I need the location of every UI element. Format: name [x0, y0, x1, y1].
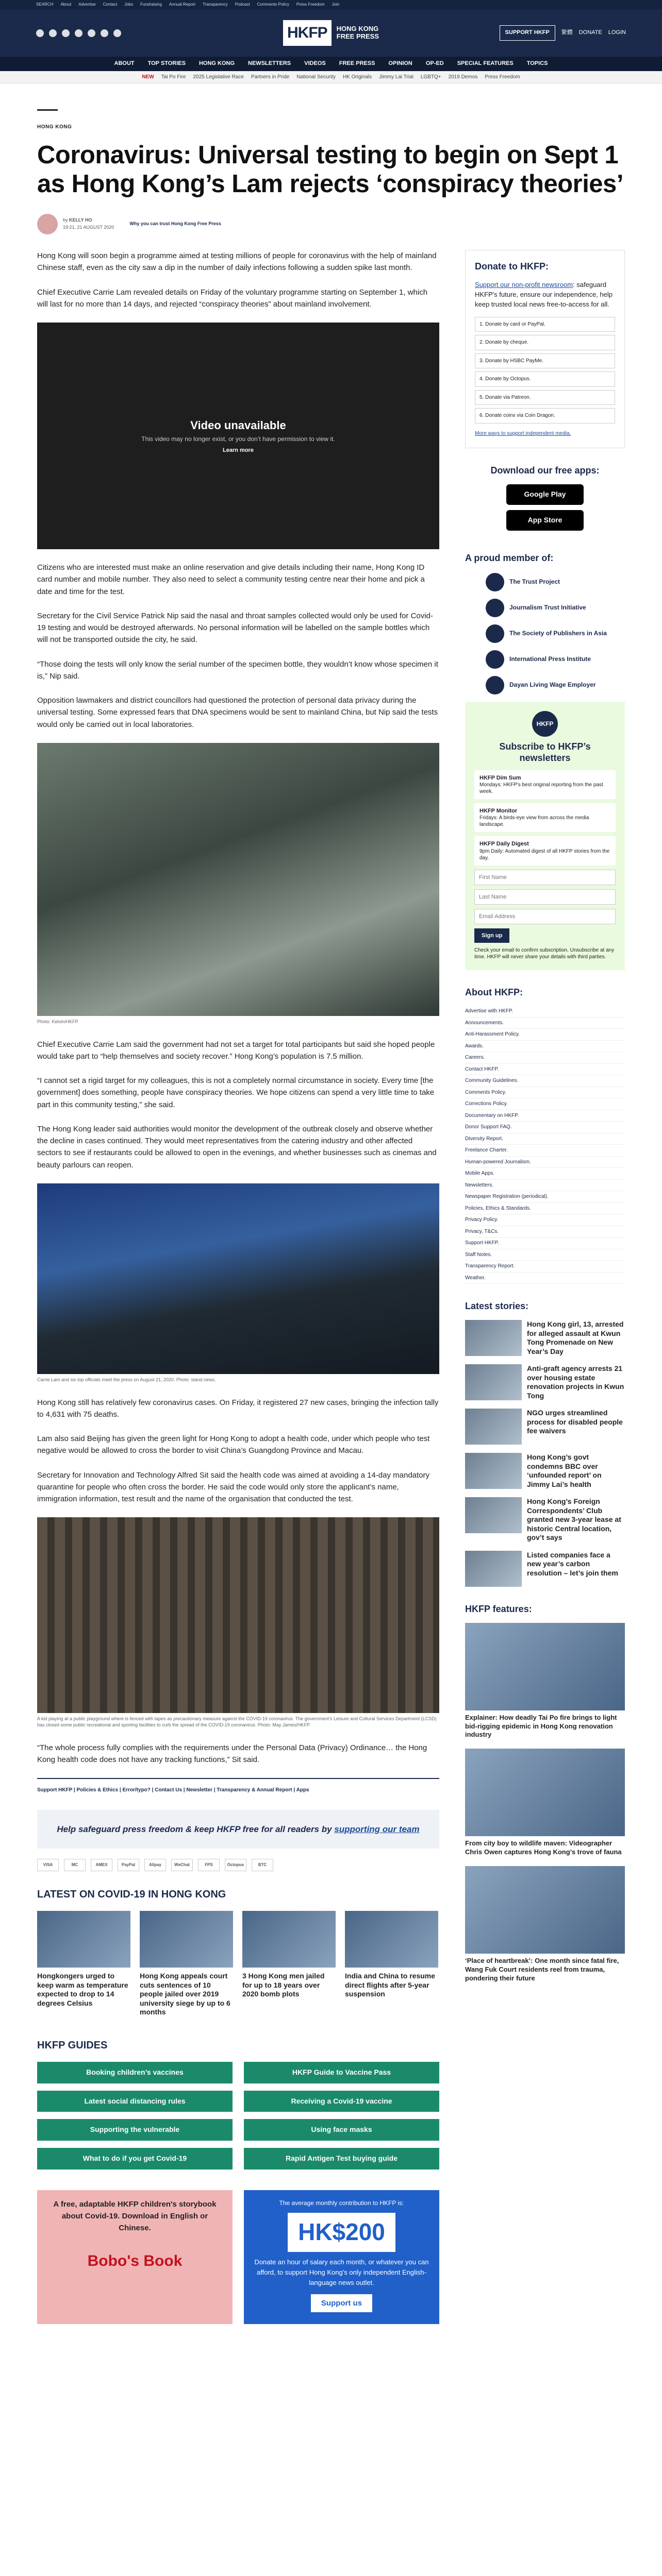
- about-list: [465, 1006, 625, 1284]
- main-nav-item[interactable]: FREE PRESS: [339, 60, 375, 67]
- main-nav-item[interactable]: OPINION: [388, 60, 412, 67]
- member-logo[interactable]: [486, 599, 625, 617]
- donate-option[interactable]: 1. Donate by card or PayPal.: [475, 317, 615, 332]
- payment-logo: AMEX: [91, 1859, 112, 1871]
- paragraph: Lam also said Beijing has given the green light for Hong Kong to adopt a health code, under which people who test negative would be allowed to cross the border to visit China’s Guangdong Province and Macau.: [37, 1434, 430, 1455]
- about-link[interactable]: Advertise with HKFP.: [465, 1006, 625, 1018]
- topbar-link[interactable]: Join: [332, 2, 340, 7]
- about-link[interactable]: Policies, Ethics & Standards.: [465, 1203, 625, 1215]
- latest-covid-title[interactable]: 3 Hong Kong men jailed for up to 18 years over 2020 bomb plots: [242, 1972, 325, 1998]
- topbar-link[interactable]: Fundraising: [140, 2, 162, 7]
- latest-stories-heading: Latest stories:: [465, 1301, 529, 1312]
- main-nav-item[interactable]: TOP STORIES: [147, 60, 186, 67]
- donate-heading: Donate to HKFP:: [475, 261, 549, 272]
- guide-button[interactable]: Latest social distancing rules: [37, 2091, 233, 2112]
- sub-nav-item[interactable]: LGBTQ+: [420, 74, 441, 80]
- photo-caption: A kid playing at a public playground where is fenced with tapes as precautionary measure against the COVID-19 coronavirus. The government’s Leisure and Cultural Services Department (LCSD) has closed some public recreational and sporting facilities to curb the spread of the COVID-19 coronavirus. Photo: May James/HKFP.: [37, 1716, 437, 1727]
- sidebar: [465, 250, 625, 2324]
- first-name-field[interactable]: [474, 870, 616, 885]
- latest-story[interactable]: [465, 1551, 625, 1587]
- section-tag[interactable]: HONG KONG: [37, 109, 58, 131]
- masthead: [0, 9, 662, 57]
- feature-item[interactable]: [465, 1623, 625, 1740]
- payment-logo: VISA: [37, 1859, 59, 1871]
- story-thumbnail: [465, 1497, 522, 1533]
- about-link[interactable]: Announcements.: [465, 1018, 625, 1029]
- payment-logo: PayPal: [118, 1859, 139, 1871]
- member-heading: A proud member of:: [465, 552, 554, 563]
- member-logo[interactable]: [486, 676, 625, 694]
- payment-logo: BTC: [252, 1859, 273, 1871]
- latest-thumbnail: [345, 1911, 438, 1968]
- author-avatar: [37, 214, 58, 234]
- latest-story[interactable]: [465, 1497, 625, 1543]
- sub-nav-item[interactable]: HK Originals: [342, 74, 372, 80]
- member-logo-icon: [486, 650, 504, 669]
- site-logo[interactable]: [283, 20, 379, 46]
- paragraph: “The whole process fully complies with the requirements under the Personal Data (Privacy) Ordinance… the Hong Kong health code does not have any tracking functions,” Sit said.: [37, 1743, 427, 1764]
- donate-option[interactable]: 6. Donate coins via Coin Dragon.: [475, 408, 615, 423]
- about-link[interactable]: Privacy Policy.: [465, 1214, 625, 1226]
- email-field[interactable]: [474, 909, 616, 924]
- guide-button[interactable]: Booking children’s vaccines: [37, 2062, 233, 2083]
- about-link[interactable]: Human-powered Journalism.: [465, 1157, 625, 1168]
- latest-covid-item[interactable]: [140, 1911, 233, 2017]
- story-title[interactable]: NGO urges streamlined process for disabled people fee waivers: [527, 1409, 623, 1435]
- last-name-field[interactable]: [474, 889, 616, 905]
- feature-thumbnail: [465, 1623, 625, 1710]
- guide-button[interactable]: What to do if you get Covid-19: [37, 2148, 233, 2170]
- payment-logo: Octopus: [225, 1859, 246, 1871]
- topbar-link[interactable]: Podcast: [235, 2, 250, 7]
- article-photo: [37, 743, 439, 1016]
- paragraph: Secretary for the Civil Service Patrick Nip said the nasal and throat samples collected would only be used for Covid-19 testing and would be destroyed afterwards. No personal information will be labelled on the sample bottles which will not be transported outside the city, he said.: [37, 611, 433, 645]
- donation-promo[interactable]: The average monthly contribution to HKFP is: HK$200 Donate an hour of salary each month, or whatever you can afford, to support Hong Kong's only independent English-language news outlet. Support us: [244, 2190, 439, 2324]
- newsletter-option-desc: Fridays: A birds-eye view from across the media landscape.: [479, 815, 589, 828]
- main-nav-item[interactable]: TOPICS: [526, 60, 548, 67]
- story-thumbnail: [465, 1453, 522, 1489]
- logo-text: HONG KONG FREE PRESS: [336, 25, 379, 40]
- topbar-link[interactable]: Transparency: [203, 2, 228, 7]
- donate-option[interactable]: 5. Donate via Patreon.: [475, 390, 615, 405]
- story-title[interactable]: Hong Kong girl, 13, arrested for alleged assault at Kwun Tong Promenade on New Year’s Day: [527, 1320, 624, 1355]
- app-store-button[interactable]: App Store: [506, 510, 584, 531]
- newsletter-option[interactable]: [474, 770, 616, 799]
- paragraph: “I cannot set a rigid target for my colleagues, this is not a completely normal circumstance in society. Every time [the government] does something, people have conspiracy theories. We hope citizens can spend a very little time to take part in this community testing,” she said.: [37, 1076, 435, 1109]
- member-logo[interactable]: [486, 624, 625, 643]
- topbar-link[interactable]: Press Freedom: [296, 2, 325, 7]
- storybook-promo[interactable]: A free, adaptable HKFP children's storybook about Covid-19. Download in English or Chinese. Bobo's Book: [37, 2190, 233, 2324]
- about-link[interactable]: Staff Notes.: [465, 1249, 625, 1261]
- google-play-button[interactable]: Google Play: [506, 484, 584, 505]
- support-banner: Help safeguard press freedom & keep HKFP free for all readers by supporting our team: [37, 1810, 439, 1849]
- about-link[interactable]: Newsletters.: [465, 1180, 625, 1192]
- sub-nav-item[interactable]: Tai Po Fire: [161, 74, 186, 80]
- latest-story[interactable]: [465, 1409, 625, 1445]
- donate-link[interactable]: DONATE: [578, 29, 602, 36]
- threads-icon[interactable]: [113, 29, 121, 37]
- main-nav-item[interactable]: VIDEOS: [304, 60, 326, 67]
- latest-covid-title[interactable]: Hong Kong appeals court cuts sentences of 10 people jailed over 2019 university siege by up to 6 months: [140, 1972, 230, 2016]
- payment-logo: MC: [64, 1859, 86, 1871]
- latest-covid-item[interactable]: [242, 1911, 336, 2017]
- story-thumbnail: [465, 1364, 522, 1400]
- about-link[interactable]: Community Guidelines.: [465, 1075, 625, 1087]
- latest-thumbnail: [140, 1911, 233, 1968]
- feature-title[interactable]: From city boy to wildlife maven: Videographer Chris Owen captures Hong Kong’s trove of fauna: [465, 1839, 622, 1856]
- latest-thumbnail: [37, 1911, 130, 1968]
- member-logo-icon: [486, 599, 504, 617]
- about-link[interactable]: Awards.: [465, 1041, 625, 1053]
- latest-covid-grid: [37, 1911, 439, 2017]
- features-heading: HKFP features:: [465, 1603, 532, 1614]
- latest-story[interactable]: [465, 1320, 625, 1356]
- member-name: International Press Institute: [509, 655, 591, 663]
- newsletter-logo: HKFP: [532, 711, 558, 737]
- main-nav-item[interactable]: ABOUT: [114, 60, 135, 67]
- about-link[interactable]: Support HKFP.: [465, 1238, 625, 1249]
- story-thumbnail: [465, 1409, 522, 1445]
- video-embed[interactable]: [37, 323, 439, 549]
- story-thumbnail: [465, 1320, 522, 1356]
- main-nav: [0, 57, 662, 71]
- story-thumbnail: [465, 1551, 522, 1587]
- main-nav-item[interactable]: NEWSLETTERS: [248, 60, 291, 67]
- payment-logo: Alipay: [144, 1859, 166, 1871]
- newsletter-option-title: HKFP Dim Sum: [479, 774, 521, 781]
- sign-up-button[interactable]: Sign up: [474, 928, 509, 943]
- topbar-link[interactable]: Advertise: [78, 2, 96, 7]
- social-icons: [36, 29, 201, 37]
- member-logo[interactable]: [486, 650, 625, 669]
- member-logo-icon: [486, 624, 504, 643]
- paragraph: Chief Executive Carrie Lam revealed details on Friday of the voluntary programme starting on September 1, which will last for no more than 14 days, and rejected “conspiracy theories” about mainland involvement.: [37, 287, 428, 309]
- publish-date: 19:21, 21 AUGUST 2020: [63, 225, 114, 230]
- support-us-button[interactable]: Support us: [311, 2294, 372, 2312]
- topbar-link[interactable]: SEARCH: [36, 2, 54, 7]
- donate-option[interactable]: 4. Donate by Octopus.: [475, 371, 615, 387]
- latest-covid-item[interactable]: [345, 1911, 438, 2017]
- main-nav-item[interactable]: HONG KONG: [198, 60, 235, 67]
- paragraph: Citizens who are interested must make an online reservation and give details including their name, Hong Kong ID card number and mobile number. They also need to select a community testing centre near their home and pick a date and time for the test.: [37, 563, 425, 596]
- linkedin-icon[interactable]: [88, 29, 95, 37]
- payment-logo: FPS: [198, 1859, 220, 1871]
- paragraph: Secretary for Innovation and Technology Alfred Sit said the health code was aimed at avoiding a 14-day mandatory quarantine for people who often cross the border. He said the code would only store the applicant’s name, immigration information, test result and the name of the organisation that conducted the test.: [37, 1470, 430, 1504]
- apps-heading: Download our free apps:: [490, 465, 600, 476]
- top-utility-bar: [0, 0, 662, 9]
- support-team-link[interactable]: supporting our team: [334, 1824, 420, 1834]
- promo-row: [37, 2190, 439, 2324]
- latest-covid-heading: LATEST ON COVID-19 IN HONG KONG: [37, 1889, 226, 1901]
- feature-thumbnail: [465, 1866, 625, 1954]
- about-link[interactable]: Weather.: [465, 1273, 625, 1284]
- about-link[interactable]: Freelance Charter.: [465, 1145, 625, 1157]
- byline: by KELLY HO 19:21, 21 AUGUST 2020 Why you can trust Hong Kong Free Press: [37, 214, 625, 234]
- newsletter-option-title: HKFP Daily Digest: [479, 841, 529, 848]
- paragraph: Chief Executive Carrie Lam said the government had not set a target for total participants but said she hoped people would take part to “help themselves and society recover.” Hong Kong’s population is 7.5 million.: [37, 1040, 435, 1061]
- new-badge: NEW: [142, 74, 154, 80]
- payment-logo: WeChat: [171, 1859, 193, 1871]
- story-title[interactable]: Listed companies face a new year’s carbon resolution – let’s join them: [527, 1550, 618, 1577]
- more-ways-link[interactable]: More ways to support independent media.: [475, 430, 571, 436]
- trust-link[interactable]: Why you can trust Hong Kong Free Press: [129, 221, 221, 227]
- paragraph: “Those doing the tests will only know the serial number of the specimen bottle, they wouldn’t know whose specimen it is,” Nip said.: [37, 659, 438, 681]
- member-name: Journalism Trust Initiative: [509, 604, 586, 612]
- guide-button[interactable]: Rapid Antigen Test buying guide: [244, 2148, 439, 2170]
- feature-title[interactable]: ‘Place of heartbreak’: One month since fatal fire, Wang Fuk Court residents reel from trauma, pondering their future: [465, 1957, 619, 1982]
- sub-nav-item[interactable]: Partners in Pride: [251, 74, 290, 80]
- sub-nav: [0, 71, 662, 83]
- story-title[interactable]: Hong Kong’s Foreign Correspondents’ Club granted new 3-year lease at historic Central location, gov’t says: [527, 1497, 621, 1542]
- video-title: Video unavailable: [190, 419, 286, 432]
- telegram-icon[interactable]: [101, 29, 108, 37]
- about-link[interactable]: Comments Policy.: [465, 1087, 625, 1099]
- feature-item[interactable]: [465, 1749, 625, 1857]
- article-footer-links[interactable]: Support HKFP | Policies & Ethics | Error/typo? | Contact Us | Newsletter | Transparency & Annual Report | Apps: [37, 1778, 439, 1794]
- story-title[interactable]: Anti-graft agency arrests 21 over housing estate renovation projects in Kwun Tong: [527, 1364, 624, 1400]
- newsletter-note: Check your email to confirm subscription. Unsubscribe at any time. HKFP will never share your details with third parties.: [474, 947, 615, 960]
- latest-thumbnail: [242, 1911, 336, 1968]
- sub-nav-item[interactable]: National Security: [296, 74, 336, 80]
- newsletter-option[interactable]: [474, 803, 616, 832]
- feature-item[interactable]: [465, 1866, 625, 1983]
- donate-box: Donate to HKFP: Support our non-profit newsroom: safeguard HKFP's future, ensure our independence, help keep trusted local news free-to-access for all. 1. Donate by card or PayPal. 2. Donate by cheque. 3. Donate by HSBC PayMe. 4. Donate by Octopus. 5. Donate via Patreon. 6. Donate coins via Coin Dragon. More ways to support independent media.: [465, 250, 625, 448]
- member-name: The Trust Project: [509, 578, 560, 586]
- about-link[interactable]: Mobile Apps.: [465, 1168, 625, 1180]
- about-link[interactable]: Anti-Harassment Policy.: [465, 1029, 625, 1041]
- about-link[interactable]: Newspaper Registration (periodical).: [465, 1191, 625, 1203]
- member-logo-icon: [486, 676, 504, 694]
- about-link[interactable]: Transparency Report.: [465, 1261, 625, 1273]
- support-hkfp-button[interactable]: SUPPORT HKFP: [500, 25, 555, 40]
- login-link[interactable]: LOGIN: [608, 29, 626, 36]
- latest-story[interactable]: [465, 1364, 625, 1400]
- latest-covid-title[interactable]: India and China to resume direct flights after 5-year suspension: [345, 1972, 436, 1998]
- member-logo[interactable]: [486, 573, 625, 591]
- photo-caption: Photo: Kelvin/HKFP.: [37, 1019, 79, 1024]
- topbar-link[interactable]: Annual Report: [169, 2, 196, 7]
- story-title[interactable]: Hong Kong’s govt condemns BBC over ‘unfounded report’ on Jimmy Lai’s health: [527, 1453, 602, 1488]
- member-logo-icon: [486, 573, 504, 591]
- newsletter-option-desc: 9pm Daily: Automated digest of all HKFP stories from the day.: [479, 848, 610, 861]
- average-contribution: HK$200: [288, 2213, 395, 2251]
- topbar-link[interactable]: Jobs: [124, 2, 134, 7]
- donate-option[interactable]: 3. Donate by HSBC PayMe.: [475, 353, 615, 369]
- about-link[interactable]: Contact HKFP.: [465, 1064, 625, 1076]
- sub-nav-item[interactable]: Press Freedom: [485, 74, 520, 80]
- author-name[interactable]: KELLY HO: [69, 217, 92, 223]
- about-link[interactable]: Careers.: [465, 1052, 625, 1064]
- paragraph: Hong Kong will soon begin a programme aimed at testing millions of people for coronavirus with the help of mainland Chinese staff, even as the city saw a dip in the number of daily infections following a sudden spike last month.: [37, 251, 437, 273]
- latest-covid-item[interactable]: [37, 1911, 130, 2017]
- article-body: [37, 250, 439, 2324]
- topbar-link[interactable]: Comments Policy: [257, 2, 289, 7]
- newsletter-box: [465, 702, 625, 970]
- paragraph: The Hong Kong leader said authorities would monitor the development of the outbreak closely and observe whether the decline in cases continued. They would meet representatives from the catering industry and other affected sectors to see if restaurants could be allowed to open in the evenings, and whether businesses such as cinemas and beauty parlours can reopen.: [37, 1124, 437, 1170]
- article-photo: [37, 1517, 439, 1713]
- guide-button[interactable]: HKFP Guide to Vaccine Pass: [244, 2062, 439, 2083]
- article-title: Coronavirus: Universal testing to begin on Sept 1 as Hong Kong’s Lam rejects ‘conspiracy theories’: [37, 141, 623, 198]
- video-learn-more[interactable]: Learn more: [223, 447, 254, 453]
- about-link[interactable]: Privacy, T&Cs.: [465, 1226, 625, 1238]
- youtube-icon[interactable]: [75, 29, 82, 37]
- guides-heading: HKFP GUIDES: [37, 2039, 108, 2051]
- storybook-cover: Bobo's Book: [87, 2252, 183, 2270]
- sub-nav-item[interactable]: Jimmy Lai Trial: [379, 74, 413, 80]
- paragraph: Hong Kong still has relatively few coronavirus cases. On Friday, it registered 27 new cases, bringing the infection tally to 4,631 with 75 deaths.: [37, 1398, 439, 1419]
- latest-covid-title[interactable]: Hongkongers urged to keep warm as temperature expected to drop to 14 degrees Celsius: [37, 1972, 128, 2007]
- topbar-link[interactable]: About: [60, 2, 72, 7]
- photo-caption: Carrie Lam and six top officials meet the press on August 21, 2020. Photo: stand.news.: [37, 1377, 216, 1382]
- support-newsroom-link[interactable]: Support our non-profit newsroom: [475, 281, 573, 289]
- main-nav-item[interactable]: SPECIAL FEATURES: [457, 60, 514, 67]
- video-subtitle: This video may no longer exist, or you don’t have permission to view it.: [141, 435, 335, 443]
- topbar-link[interactable]: Contact: [103, 2, 118, 7]
- guide-button[interactable]: Receiving a Covid-19 vaccine: [244, 2091, 439, 2112]
- facebook-icon[interactable]: [36, 29, 44, 37]
- newsletter-heading: Subscribe to HKFP’s newsletters: [499, 741, 591, 764]
- member-name: The Society of Publishers in Asia: [509, 630, 607, 637]
- main-nav-item[interactable]: OP-ED: [425, 60, 444, 67]
- article-photo: [37, 1183, 439, 1374]
- x-icon[interactable]: [49, 29, 57, 37]
- newsletter-option-title: HKFP Monitor: [479, 807, 518, 814]
- feature-thumbnail: [465, 1749, 625, 1836]
- about-link[interactable]: Corrections Policy.: [465, 1098, 625, 1110]
- about-link[interactable]: Diversity Report.: [465, 1133, 625, 1145]
- guide-button[interactable]: Using face masks: [244, 2119, 439, 2141]
- payment-logos: [37, 1859, 439, 1871]
- about-heading: About HKFP:: [465, 987, 523, 997]
- logo-mark: HKFP: [283, 20, 332, 46]
- newsletter-option[interactable]: [474, 836, 616, 865]
- feature-title[interactable]: Explainer: How deadly Tai Po fire brings to light bid-rigging epidemic in Hong Kong renovation industry: [465, 1713, 617, 1739]
- latest-story[interactable]: [465, 1453, 625, 1489]
- donate-option[interactable]: 2. Donate by cheque.: [475, 335, 615, 350]
- language-link[interactable]: 繁體: [561, 29, 573, 36]
- paragraph: Opposition lawmakers and district councillors had questioned the protection of personal data privacy during the universal testing. Some expressed fears that DNA specimens would be sent to mainland China, but Nip said the tests would only be carried out in local laboratories.: [37, 696, 438, 729]
- sub-nav-item[interactable]: 2019 Demos: [448, 74, 478, 80]
- about-link[interactable]: Donor Support FAQ.: [465, 1122, 625, 1133]
- member-name: Dayan Living Wage Employer: [509, 681, 596, 689]
- about-link[interactable]: Documentary on HKFP.: [465, 1110, 625, 1122]
- guide-button[interactable]: Supporting the vulnerable: [37, 2119, 233, 2141]
- newsletter-option-desc: Mondays: HKFP's best original reporting from the past week.: [479, 782, 603, 794]
- instagram-icon[interactable]: [62, 29, 70, 37]
- guides-grid: [37, 2062, 439, 2170]
- sub-nav-item[interactable]: 2025 Legislative Race: [193, 74, 244, 80]
